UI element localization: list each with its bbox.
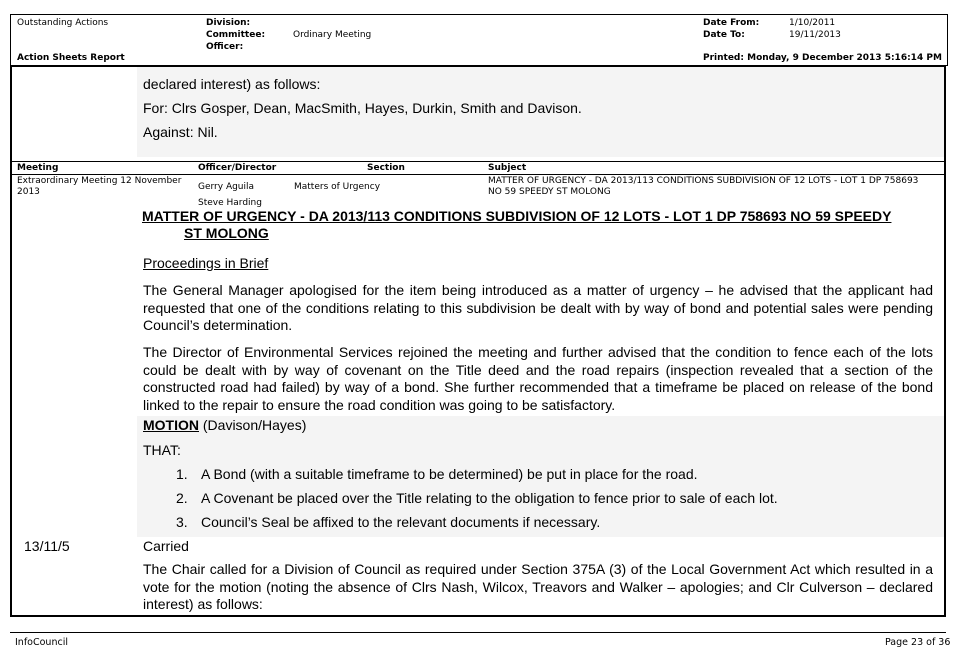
paragraph-2: The Director of Environmental Services rejoined the meeting and further advised that the condition to fence each of the lots could be dealt with by way of covenant on the Title deed and the road repairs (inspection revealed that a section of the constructed road had failed) by way of a bond. She further recommended that a timeframe be placed on release of the bond linked to the repair to ensure the road condition was going to be satisfactory. bbox=[143, 344, 933, 413]
col-officer: Officer/Director bbox=[198, 163, 277, 173]
officer-2: Steve Harding bbox=[198, 198, 262, 208]
page-number: Page 23 of 36 bbox=[885, 637, 951, 648]
list-item-number: 1. bbox=[176, 466, 188, 482]
date-from-value: 1/10/2011 bbox=[789, 18, 836, 28]
resolution-number: 13/11/5 bbox=[24, 538, 70, 554]
list-item-number: 2. bbox=[176, 490, 188, 506]
paragraph-1: The General Manager apologised for the item being introduced as a matter of urgency – he advised that the applicant had requested that one of the conditions relating to this subdivision be dealt with by way of bond and potential sales were pending Council’s determination. bbox=[143, 282, 933, 333]
paragraph-3: The Chair called for a Division of Council as required under Section 375A (3) of the Local Government Act which resulted in a vote for the motion (noting the absence of Clrs Nash, Wilcox, Treavors and Walker – apologies; and Clr Culverson – declared interest) as follows: bbox=[143, 561, 933, 612]
division-label: Division: bbox=[206, 18, 251, 28]
col-section: Section bbox=[367, 163, 405, 173]
report-title: Outstanding Actions bbox=[17, 18, 109, 28]
officer-label: Officer: bbox=[206, 42, 244, 52]
list-item: A Bond (with a suitable timeframe to be determined) be put in place for the road. bbox=[201, 466, 698, 482]
prev-line-1: declared interest) as follows: bbox=[143, 76, 321, 92]
printed-timestamp: Printed: Monday, 9 December 2013 5:16:14 PM bbox=[703, 53, 942, 63]
list-item: Council’s Seal be affixed to the relevant documents if necessary. bbox=[201, 514, 601, 530]
action-sheet-body bbox=[10, 65, 946, 617]
report-header bbox=[10, 14, 948, 66]
subject-line-1: MATTER OF URGENCY - DA 2013/113 CONDITIONS SUBDIVISION OF 12 LOTS - LOT 1 DP 758693 bbox=[488, 176, 919, 186]
item-title-line-1: MATTER OF URGENCY - DA 2013/113 CONDITIONS SUBDIVISION OF 12 LOTS - LOT 1 DP 758693 NO 59 SPEEDY bbox=[142, 208, 892, 224]
proceedings-heading: Proceedings in Brief bbox=[143, 255, 269, 271]
officer-1: Gerry Aguila bbox=[198, 182, 255, 192]
meeting-line-2: 2013 bbox=[17, 187, 40, 197]
list-item-number: 3. bbox=[176, 514, 188, 530]
section-value: Matters of Urgency bbox=[294, 182, 381, 192]
col-meeting: Meeting bbox=[17, 163, 59, 173]
subject-line-2: NO 59 SPEEDY ST MOLONG bbox=[488, 187, 611, 197]
motion-line bbox=[143, 417, 306, 433]
date-from-label: Date From: bbox=[703, 18, 760, 28]
report-subtitle: Action Sheets Report bbox=[17, 53, 125, 63]
prev-line-2: For: Clrs Gosper, Dean, MacSmith, Hayes, Durkin, Smith and Davison. bbox=[143, 100, 582, 116]
committee-value: Ordinary Meeting bbox=[293, 30, 372, 40]
col-subject: Subject bbox=[488, 163, 527, 173]
list-item: A Covenant be placed over the Title relating to the obligation to fence prior to sale of each lot. bbox=[201, 490, 778, 506]
carried-label: Carried bbox=[143, 538, 189, 554]
footer-divider bbox=[10, 632, 946, 633]
motion-movers: (Davison/Hayes) bbox=[199, 417, 307, 433]
date-to-value: 19/11/2013 bbox=[789, 30, 841, 40]
prev-line-3: Against: Nil. bbox=[143, 124, 218, 140]
meeting-line-1: Extraordinary Meeting 12 November bbox=[17, 176, 182, 186]
date-to-label: Date To: bbox=[703, 30, 745, 40]
that-label: THAT: bbox=[143, 442, 181, 458]
motion-label: MOTION bbox=[143, 417, 199, 433]
table-rule-bottom bbox=[12, 174, 944, 175]
table-rule-top bbox=[12, 161, 944, 162]
committee-label: Committee: bbox=[206, 30, 266, 40]
item-title-line-2: ST MOLONG bbox=[184, 225, 269, 241]
footer-app-name: InfoCouncil bbox=[15, 637, 68, 648]
